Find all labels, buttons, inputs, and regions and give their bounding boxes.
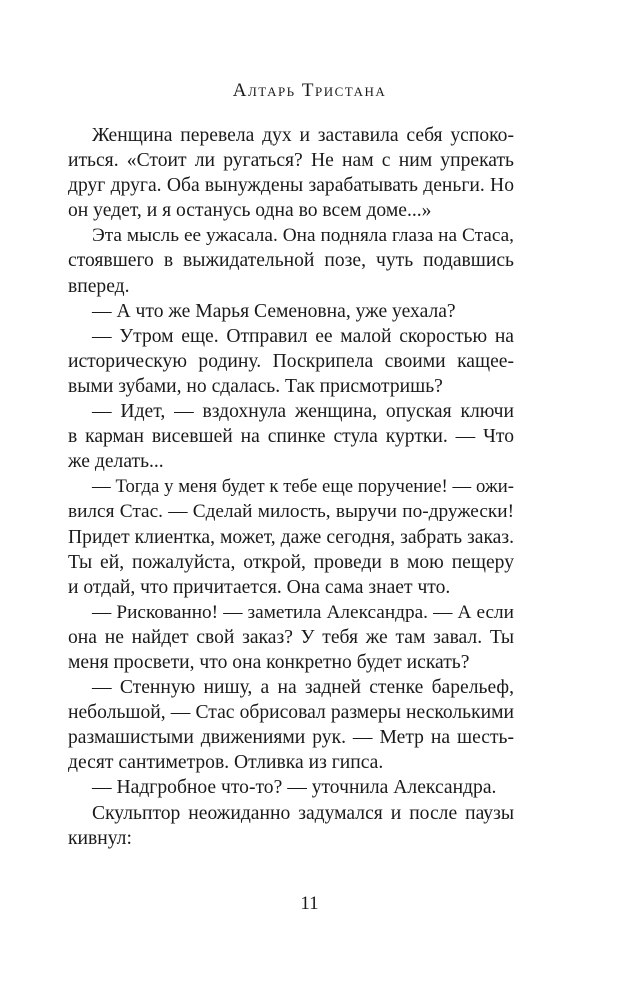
text-line: вперед. bbox=[68, 275, 130, 297]
text-line: — Идет, — вздохнула женщина, опуская ключи bbox=[92, 401, 514, 423]
text-line: Скульптор неожиданно задумался и после паузы bbox=[92, 802, 514, 824]
text-line: выми зубами, но сдалась. Так присмотришь? bbox=[68, 375, 443, 397]
text-line: меня просвети, что она конкретно будет искать? bbox=[68, 651, 470, 673]
text-line: историческую родину. Поскрипела своими кащее- bbox=[68, 350, 514, 372]
text-line: кивнул: bbox=[68, 827, 132, 849]
body-text bbox=[68, 123, 514, 851]
text-line: — Тогда у меня будет к тебе еще поручение! — ожи- bbox=[92, 476, 514, 498]
text-line: в карман висевшей на спинке стула куртки. — Что bbox=[68, 426, 514, 448]
text-line: размашистыми движениями рук. — Метр на шесть- bbox=[68, 727, 514, 749]
text-line: — Стенную нишу, а на задней стенке барельеф, bbox=[92, 677, 514, 699]
running-head: Алтарь Тристана bbox=[232, 80, 387, 101]
text-line: — Утром еще. Отправил ее малой скоростью на bbox=[92, 325, 514, 347]
text-line: Ты ей, пожалуйста, открой, проведи в мою пещеру bbox=[68, 551, 514, 573]
text-line: — А что же Марья Семеновна, уже уехала? bbox=[92, 300, 456, 322]
text-line: Эта мысль ее ужасала. Она подняла глаза на Стаса, bbox=[92, 225, 514, 247]
text-line: иться. «Стоит ли ругаться? Не нам с ним упрекать bbox=[68, 150, 514, 172]
text-line: Придет клиентка, может, даже сегодня, забрать заказ. bbox=[68, 526, 514, 548]
text-line: — Надгробное что-то? — уточнила Александра. bbox=[92, 777, 497, 799]
text-line: десят сантиметров. Отливка из гипса. bbox=[68, 752, 384, 774]
text-line: друг друга. Оба вынуждены зарабатывать деньги. Но bbox=[68, 175, 514, 197]
text-line: же делать... bbox=[68, 451, 164, 473]
text-line: и отдай, что причитается. Она сама знает что. bbox=[68, 576, 451, 598]
text-line: небольшой, — Стас обрисовал размеры несколькими bbox=[68, 702, 514, 724]
text-line: — Рискованно! — заметила Александра. — А если bbox=[92, 601, 514, 623]
text-line: вился Стас. — Сделай милость, выручи по-дружески! bbox=[68, 501, 514, 523]
text-line: Женщина перевела дух и заставила себя успоко- bbox=[92, 125, 514, 146]
text-line: она не найдет свой заказ? У тебя же там завал. Ты bbox=[68, 626, 514, 648]
text-line: он уедет, и я останусь одна во всем доме...» bbox=[68, 200, 432, 222]
text-line: стоявшего в выжидательной позе, чуть подавшись bbox=[68, 250, 514, 272]
page-number: 11 bbox=[300, 893, 319, 914]
